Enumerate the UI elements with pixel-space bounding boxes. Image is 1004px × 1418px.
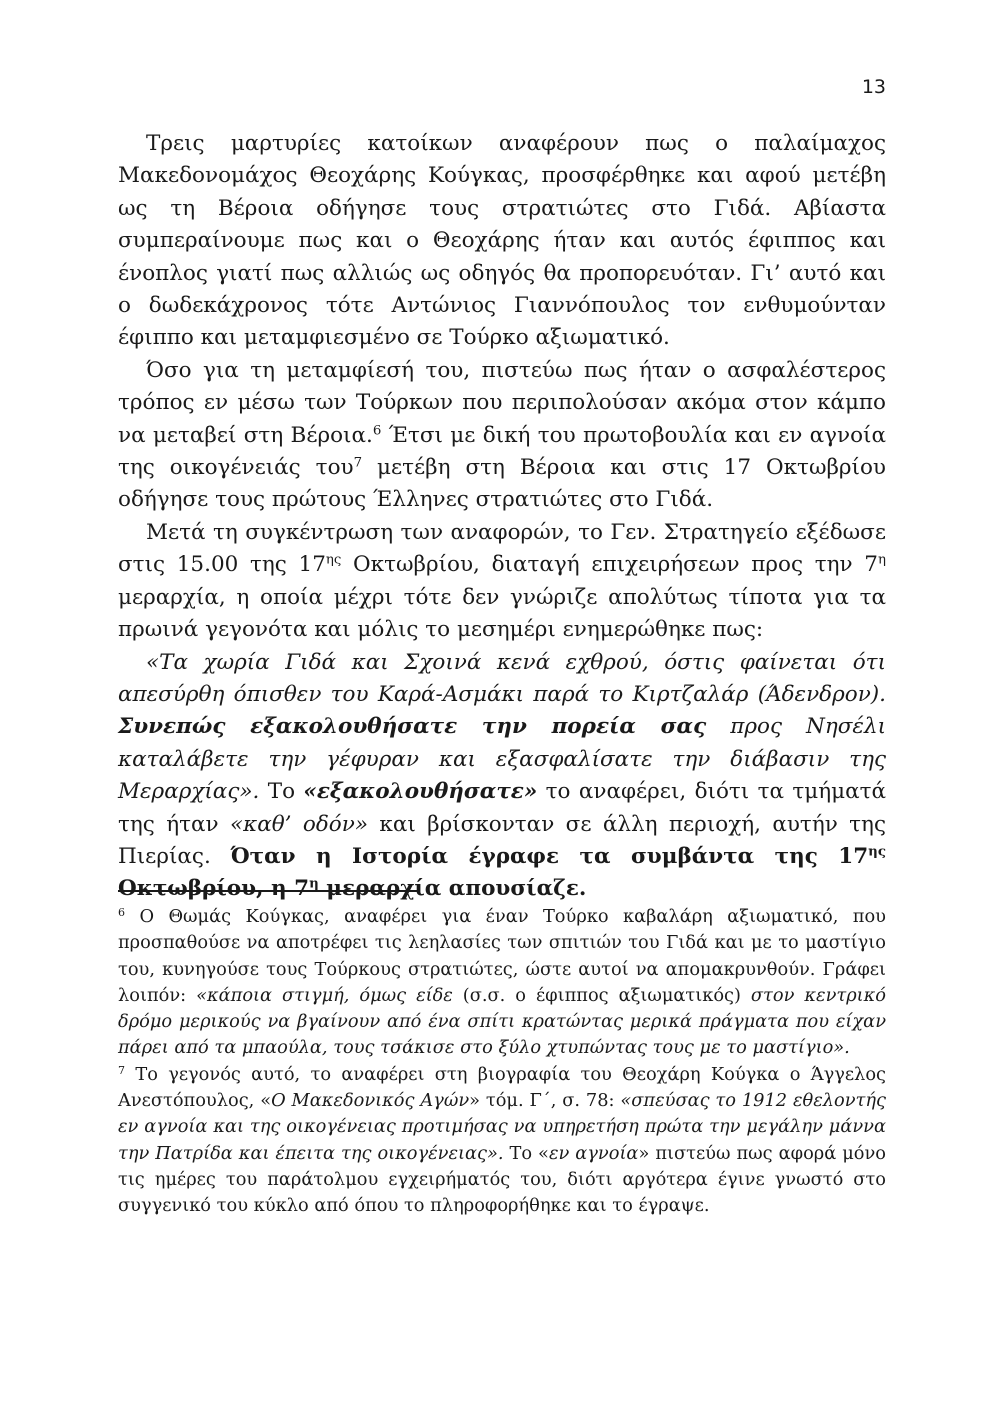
text-span: το αναφέρει, διότι τα τμήματά της ήταν [118, 779, 887, 837]
paragraph-1: Τρεις μαρτυρίες κατοίκων αναφέρουν πως ο παλαίμαχος Μακεδονομάχος Θεοχάρης Κούγκας, προσφέρθηκε και αφού μετέβη ως τη Βέροια οδήγησε τους στρατιώτες στο Γιδά. Αβίαστα συμπεραίνουμε πως και ο Θεοχάρης ήταν και αυτός έφιππος και ένοπλος γιατί πως αλλιώς ως οδηγός θα προπορευόταν. Γι’ αυτό και ο δωδεκάχρονος τότε Αντώνιος Γιαννόπουλος τον ενθυμούνταν έφιππο και μεταμφιεσμένο σε Τούρκο αξιωματικό. [118, 131, 886, 351]
footnote-6 [118, 904, 886, 1062]
text-span: Το [259, 779, 304, 805]
text-span: » τόμ. Γ΄, σ. 78: [469, 1090, 621, 1112]
footnote-ref-6[interactable]: 6 [372, 423, 382, 439]
page-number: 13 [861, 76, 886, 98]
bold-text: Οκτωβρίου, η 7 [118, 876, 310, 902]
paragraph-2 [118, 355, 886, 517]
ordinal-suffix: η [877, 552, 886, 568]
quote-italic: «κάποια στιγμή, όμως είδε [196, 984, 453, 1006]
main-text [118, 128, 886, 906]
quote-italic: στον κεντρικό δρόμο μερικούς να βγαίνουν από ένα σπίτι κρατώντας μερικά πράγματα που είχαν πάρει από τα μπαούλα, τους τσάκισε στο ξύλο χτυπώντας τους με το μαστίγιο». [118, 984, 887, 1059]
ordinal-suffix: ης [868, 843, 886, 860]
text-span: Έτσι με δική του πρωτοβουλία και εν αγνοία της οικογένειάς του [118, 422, 886, 481]
paragraph-4-quote [118, 647, 886, 906]
quote-italic: «σπεύσας το 1912 εθελοντής εν αγνοία και της οικογένειας προτιμήσας να υπηρετήση πρώτα την μεγάλην μάννα την Πατρίδα και έπειτα της οικογένειας». [118, 1090, 886, 1164]
text-span: Το « [503, 1142, 549, 1164]
quote-italic: «Τα χωρία Γιδά και Σχοινά κενά εχθρού, όστις φαίνεται ότι απεσύρθη όπισθεν του Καρά-Ασμάκι παρά το Κιρτζαλάρ (Άδενδρον). [118, 649, 886, 707]
footnotes [118, 904, 886, 1220]
quote-bold-italic: «εξακολουθήσατε» [303, 779, 538, 805]
text-span: μεραρχία, η οποία μέχρι τότε δεν γνώριζε απολύτως τίποτα για τα πρωινά γεγονότα και μόλις το μεσημέρι ενημερώθηκε πως: [118, 584, 886, 643]
book-title: Ο Μακεδονικός Αγών [271, 1090, 470, 1112]
footnote-ref-7[interactable]: 7 [353, 455, 363, 471]
bold-text: μεραρχία απουσίαζε. [318, 876, 587, 902]
bold-text: Όταν η Ιστορία έγραφε τα συμβάντα της 17 [230, 843, 869, 869]
quote-italic: «καθ’ οδόν» [229, 811, 368, 837]
quote-italic: εν αγνοία [548, 1142, 639, 1164]
quote-italic: προς Νησέλι καταλάβετε την γέφυραν και εξασφαλίσατε την διάβασιν της Μεραρχίας». [118, 714, 886, 805]
text-span: » πιστεύω πως αφορά μόνο τις ημέρες του παράτολμου εγχειρήματός του, διότι αργότερα έγινε γνωστό στο συγγενικό του κύκλο από όπου το πληροφορήθηκε και το έγραψε. [118, 1142, 887, 1217]
text-span: Μετά τη συγκέντρωση των αναφορών, το Γεν. Στρατηγείο εξέδωσε στις 15.00 της 17 [118, 519, 886, 578]
text-span: μετέβη στη Βέροια και στις 17 Οκτωβρίου οδήγησε τους πρώτους Έλληνες στρατιώτες στο Γιδά. [118, 455, 886, 513]
footnote-mark: 6 [118, 905, 126, 919]
paragraph-3 [118, 517, 886, 647]
text-span: Το γεγονός αυτό, το αναφέρει στη βιογραφία του Θεοχάρη Κούγκα ο Άγγελος Ανεστόπουλος, « [118, 1063, 886, 1112]
text-span: Όσο για τη μεταμφίεσή του, πιστεύω πως ήταν ο ασφαλέστερος τρόπος εν μέσω των Τούρκων που περιπολούσαν ακόμα στον κάμπο να μεταβεί στη Βέροια. [118, 357, 886, 448]
quote-bold-italic: Συνεπώς εξακολουθήσατε την πορεία σας [118, 714, 707, 740]
ordinal-suffix: η [309, 876, 319, 893]
text-span: (σ.σ. ο έφιππος αξιωματικός) [452, 984, 751, 1006]
footnote-7 [118, 1062, 886, 1220]
footnote-mark: 7 [118, 1063, 126, 1077]
ordinal-suffix: ης [325, 552, 342, 568]
text-span: Οκτωβρίου, διαταγή επιχειρήσεων προς την 7 [341, 552, 878, 578]
text-span: Ο Θωμάς Κούγκας, αναφέρει για έναν Τούρκο καβαλάρη αξιωματικό, που προσπαθούσε να αποτρέφει τις λεηλασίες των σπιτιών του Γιδά και με το μαστίγιο του, κυνηγούσε τους Τούρκους στρατιώτες, ώστε αυτοί να απομακρυνθούν. Γράφει λοιπόν: [118, 906, 886, 1006]
footnote-separator [118, 890, 420, 892]
text-span: και βρίσκονταν σε άλλη περιοχή, αυτήν της Πιερίας. [118, 811, 886, 869]
